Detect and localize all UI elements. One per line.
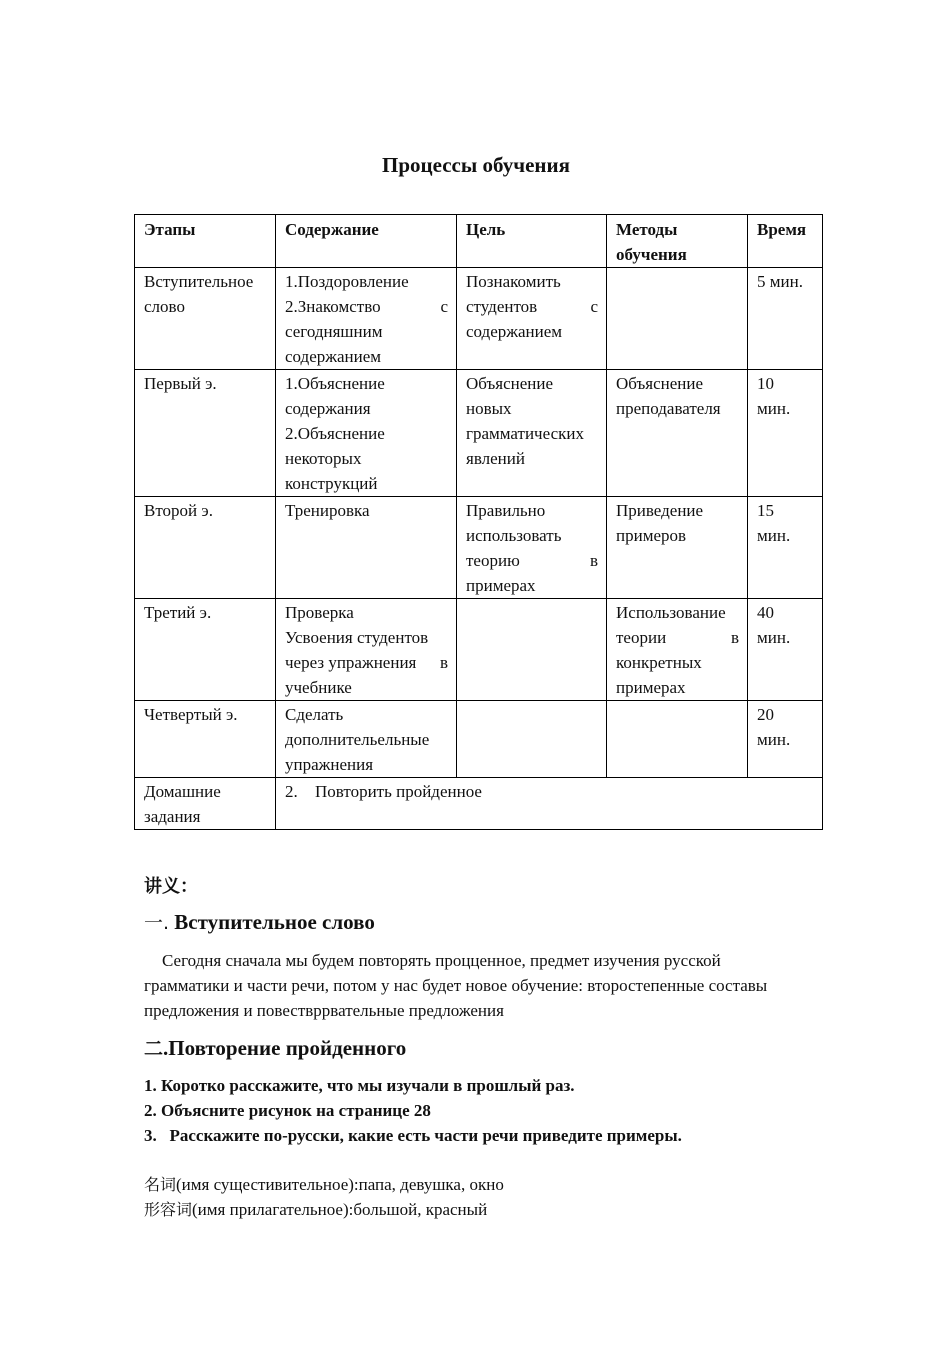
cell-line: мин. <box>757 399 791 418</box>
cell-line: теории в <box>616 628 739 647</box>
section-1-text: Сегодня сначала мы будем повторять процценное, предмет изучения русской грамматики и части речи, потом у нас будет новое обучение: второстепенные составы предложения и повествррвательные предложения <box>144 951 768 1020</box>
section-1-number: 一. <box>144 912 170 934</box>
header-goal: Цель <box>457 215 607 268</box>
homework-number: 2. <box>285 782 298 801</box>
cell-line: использовать <box>466 526 562 545</box>
cell-line: явлений <box>466 449 525 468</box>
example-noun-text: (имя сущестивительное):папа, девушка, окно <box>176 1175 504 1194</box>
cell-line: 10 <box>757 374 774 393</box>
question-3: 3. Расскажите по-русски, какие есть части речи приведите примеры. <box>144 1126 682 1145</box>
cell-line: 2.Знакомство с <box>285 297 448 316</box>
cell-line: Объяснение <box>616 374 704 393</box>
homework-row <box>135 778 823 830</box>
cell-goal <box>457 599 607 701</box>
cell-line: Усвоения студентов <box>285 628 429 647</box>
homework-label <box>135 778 276 830</box>
table-row <box>135 701 823 778</box>
cell-line: сегодняшним <box>285 322 383 341</box>
cell-line: учебнике <box>285 678 352 697</box>
cell-time <box>748 701 823 778</box>
question-1: 1. Коротко расскажите, что мы изучали в прошлый раз. <box>144 1076 575 1095</box>
cell-time <box>748 370 823 497</box>
table-row <box>135 599 823 701</box>
cell-content <box>276 599 457 701</box>
cell-method <box>607 599 748 701</box>
cell-line: некоторых <box>285 449 362 468</box>
cell-line: 2.Объяснение <box>285 424 385 443</box>
table-row <box>135 497 823 599</box>
cell-line: Первый э. <box>144 374 217 393</box>
cell-line: грамматических <box>466 424 584 443</box>
header-time: Время <box>748 215 823 268</box>
example-noun <box>144 1172 504 1197</box>
cell-method <box>607 497 748 599</box>
cell-goal <box>457 370 607 497</box>
homework-label-line: Домашние <box>144 782 221 801</box>
cell-content <box>276 497 457 599</box>
cell-line: Вступительное <box>144 272 254 291</box>
section-2-title: .Повторение пройденного <box>163 1036 407 1060</box>
cell-line: Использование <box>616 603 726 622</box>
cell-line: примеров <box>616 526 687 545</box>
lesson-plan-table <box>134 214 823 830</box>
homework-task: Повторить пройденное <box>315 782 482 801</box>
cell-stage <box>135 701 276 778</box>
cell-line: теорию в <box>466 551 598 570</box>
cell-line: Сделать <box>285 705 344 724</box>
cell-line: преподавателя <box>616 399 721 418</box>
cell-line: конструкций <box>285 474 378 493</box>
cell-method <box>607 370 748 497</box>
cell-line: 15 <box>757 501 774 520</box>
cell-line: Объяснение <box>466 374 554 393</box>
cell-line: Третий э. <box>144 603 212 622</box>
cell-line: Приведение <box>616 501 704 520</box>
example-adjective-text: (имя прилагательное):большой, красный <box>192 1200 488 1219</box>
cell-line: 5 мин. <box>757 272 803 291</box>
example-adjective-term: 形容词 <box>144 1200 193 1219</box>
cell-line: Четвертый э. <box>144 705 238 724</box>
cell-time <box>748 497 823 599</box>
example-noun-term: 名词 <box>144 1175 177 1194</box>
cell-line: 1.Поздоровление <box>285 272 409 291</box>
cell-line: новых <box>466 399 512 418</box>
lecture-label: 讲义： <box>144 876 198 897</box>
cell-line: упражнения <box>285 755 374 774</box>
cell-goal <box>457 268 607 370</box>
cell-content <box>276 701 457 778</box>
cell-time <box>748 268 823 370</box>
cell-stage <box>135 370 276 497</box>
cell-line: содержанием <box>466 322 563 341</box>
question-2: 2. Объясните рисунок на странице 28 <box>144 1101 431 1120</box>
cell-line: мин. <box>757 526 791 545</box>
cell-line: мин. <box>757 628 791 647</box>
section-2-number: 二 <box>144 1038 164 1060</box>
cell-content <box>276 268 457 370</box>
cell-line: слово <box>144 297 185 316</box>
page-title: Процессы обучения <box>382 153 570 177</box>
cell-stage <box>135 268 276 370</box>
header-content: Содержание <box>276 215 457 268</box>
cell-method <box>607 268 748 370</box>
cell-line: 40 <box>757 603 774 622</box>
cell-line: содержания <box>285 399 371 418</box>
cell-line: 1.Объяснение <box>285 374 385 393</box>
header-stages: Этапы <box>135 215 276 268</box>
cell-line: примерах <box>466 576 536 595</box>
cell-line: 20 <box>757 705 774 724</box>
cell-line: Тренировка <box>285 501 370 520</box>
cell-goal <box>457 701 607 778</box>
cell-line: студентов с <box>466 297 598 316</box>
cell-line: Правильно <box>466 501 546 520</box>
header-methods: Методы обучения <box>607 215 748 268</box>
section-1-heading <box>144 908 375 935</box>
cell-method <box>607 701 748 778</box>
cell-stage <box>135 497 276 599</box>
cell-time <box>748 599 823 701</box>
cell-line: Проверка <box>285 603 354 622</box>
cell-line: мин. <box>757 730 791 749</box>
cell-line: Второй э. <box>144 501 213 520</box>
cell-line: содержанием <box>285 347 382 366</box>
cell-content <box>276 370 457 497</box>
table-header-row <box>135 215 823 268</box>
table-row <box>135 370 823 497</box>
section-1-title: Вступительное слово <box>174 910 375 934</box>
cell-stage <box>135 599 276 701</box>
cell-line: конкретных <box>616 653 702 672</box>
cell-line: дополнительельные <box>285 730 430 749</box>
cell-line: примерах <box>616 678 686 697</box>
section-2-heading <box>144 1034 406 1061</box>
homework-label-line: задания <box>144 807 201 826</box>
table-row <box>135 268 823 370</box>
homework-text <box>276 778 823 830</box>
cell-line: через упражнения в <box>285 653 448 672</box>
cell-line: Познакомить <box>466 272 561 291</box>
example-adjective <box>144 1197 487 1222</box>
cell-goal <box>457 497 607 599</box>
